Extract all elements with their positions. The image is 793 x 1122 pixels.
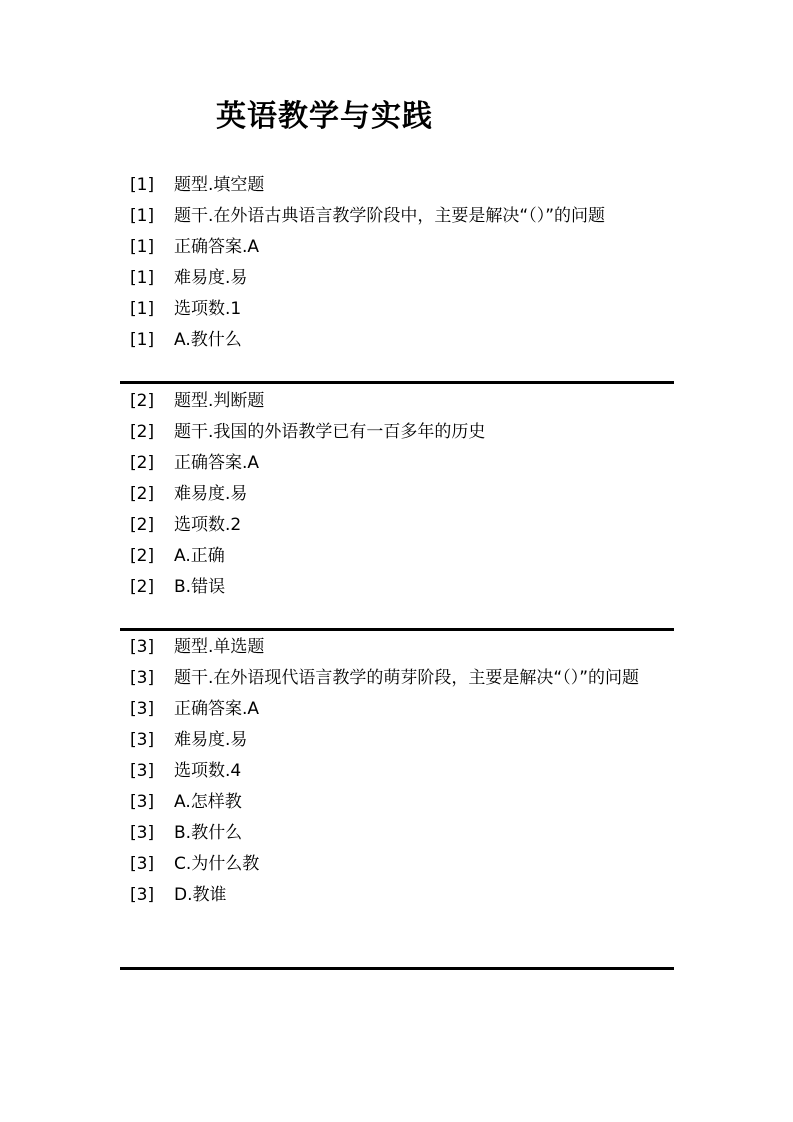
option-d: D.教谁 (174, 885, 227, 905)
question-line (120, 756, 674, 787)
question-number: [1] (130, 237, 155, 257)
question-number: [3] (130, 730, 155, 750)
question-number: [2] (130, 577, 155, 597)
option-c: C.为什么教 (174, 854, 260, 874)
question-block-1 (120, 170, 674, 356)
question-number: [2] (130, 422, 155, 442)
question-stem: 题干.我国的外语教学已有一百多年的历史 (174, 422, 486, 442)
question-type: 题型.填空题 (174, 175, 265, 195)
question-line (120, 787, 674, 818)
question-number: [3] (130, 792, 155, 812)
question-stem: 题干.在外语古典语言教学阶段中，主要是解决“（）”的问题 (174, 206, 606, 226)
question-type: 题型.判断题 (174, 391, 265, 411)
difficulty: 难易度.易 (174, 268, 248, 288)
question-type: 题型.单选题 (174, 637, 265, 657)
question-number: [3] (130, 699, 155, 719)
correct-answer: 正确答案.A (174, 699, 260, 719)
question-number: [1] (130, 299, 155, 319)
question-line (120, 232, 674, 263)
option-b: B.错误 (174, 577, 226, 597)
question-line (120, 417, 674, 448)
divider-3 (120, 967, 674, 970)
option-count: 选项数.4 (174, 761, 242, 781)
question-block-2 (120, 386, 674, 603)
difficulty: 难易度.易 (174, 484, 248, 504)
option-count: 选项数.2 (174, 515, 242, 535)
question-number: [3] (130, 854, 155, 874)
question-line-wrapped (120, 663, 674, 694)
question-line (120, 725, 674, 756)
question-line (120, 386, 674, 417)
question-number: [2] (130, 546, 155, 566)
correct-answer: 正确答案.A (174, 237, 260, 257)
question-line (120, 201, 674, 232)
option-a: A.教什么 (174, 330, 242, 350)
question-number: [3] (130, 885, 155, 905)
question-line (120, 448, 674, 479)
question-line (120, 510, 674, 541)
question-number: [2] (130, 391, 155, 411)
question-number: [2] (130, 453, 155, 473)
question-number: [2] (130, 484, 155, 504)
option-a: A.正确 (174, 546, 225, 566)
question-block-3 (120, 632, 674, 911)
question-number: [3] (130, 761, 155, 781)
question-line (120, 170, 674, 201)
divider-2 (120, 628, 674, 631)
question-line (120, 294, 674, 325)
question-number: [3] (130, 823, 155, 843)
question-line (120, 541, 674, 572)
question-number: [1] (130, 175, 155, 195)
question-number: [3] (130, 637, 155, 657)
correct-answer: 正确答案.A (174, 453, 260, 473)
question-line (120, 632, 674, 663)
question-number: [1] (130, 206, 155, 226)
option-b: B.教什么 (174, 823, 243, 843)
difficulty: 难易度.易 (174, 730, 248, 750)
question-number: [2] (130, 515, 155, 535)
question-line (120, 880, 674, 911)
question-number: [1] (130, 330, 155, 350)
option-count: 选项数.1 (174, 299, 242, 319)
question-number: [3] (130, 668, 155, 688)
option-a: A.怎样教 (174, 792, 242, 812)
question-line (120, 572, 674, 603)
question-number: [1] (130, 268, 155, 288)
question-line (120, 263, 674, 294)
divider-1 (120, 381, 674, 384)
question-line (120, 479, 674, 510)
question-line (120, 325, 674, 356)
document-title: 英语教学与实践 (216, 99, 433, 134)
question-stem: 题干.在外语现代语言教学的萌芽阶段，主要是解决“（）”的问题 (174, 668, 640, 688)
question-line (120, 818, 674, 849)
question-line (120, 694, 674, 725)
question-line (120, 849, 674, 880)
